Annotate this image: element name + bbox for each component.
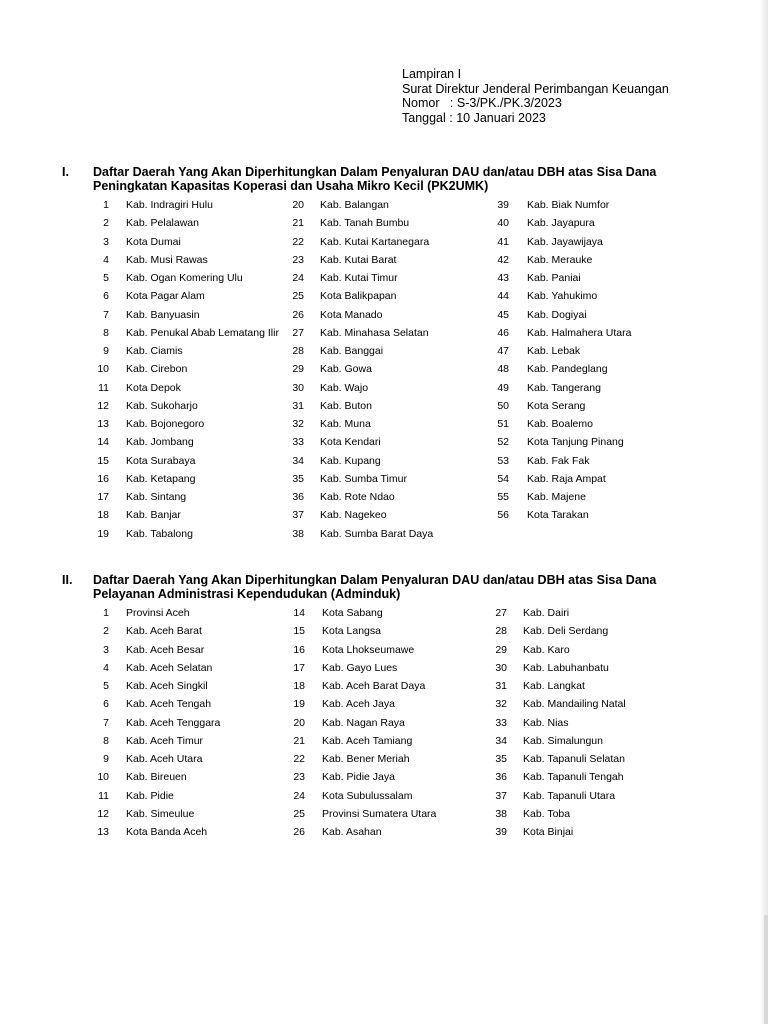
region-name: Kab. Aceh Tamiang — [322, 734, 413, 747]
list-item — [0, 214, 700, 232]
item-number: 32 — [292, 418, 304, 430]
item-number: 33 — [292, 436, 304, 449]
item-number: 26 — [292, 308, 304, 321]
list-item — [0, 287, 700, 305]
region-name: Kota Lhokseumawe — [322, 643, 415, 656]
list-item — [0, 324, 700, 342]
item-number: 9 — [103, 345, 109, 357]
region-name: Kab. Pelalawan — [126, 217, 199, 230]
attachment-label: Lampiran I — [402, 67, 462, 81]
item-number: 20 — [292, 199, 304, 211]
letter-title: Surat Direktur Jenderal Perimbangan Keuangan — [402, 81, 669, 96]
item-number: 45 — [497, 308, 509, 321]
item-number: 42 — [497, 253, 509, 266]
region-name: Kab. Aceh Utara — [126, 753, 203, 765]
region-name: Kab. Boalemo — [527, 418, 593, 430]
list-item — [0, 251, 700, 269]
item-number: 9 — [103, 753, 109, 765]
region-name: Kota Balikpapan — [320, 290, 397, 303]
region-name: Kab. Merauke — [527, 253, 593, 266]
list-item — [0, 470, 700, 488]
item-number: 3 — [103, 235, 109, 248]
region-name: Kab. Langkat — [523, 680, 585, 692]
region-name: Kab. Deli Serdang — [523, 625, 609, 638]
item-number: 18 — [293, 680, 305, 692]
region-name: Kota Pagar Alam — [126, 290, 205, 303]
page-edge-shadow — [760, 0, 768, 1024]
list-item — [0, 805, 700, 823]
region-name: Kab. Karo — [523, 643, 570, 656]
item-number: 17 — [293, 661, 305, 674]
item-number: 5 — [103, 680, 109, 692]
item-number: 24 — [292, 272, 304, 284]
region-name: Kota Subulussalam — [322, 789, 413, 802]
item-number: 44 — [497, 290, 509, 303]
item-number: 28 — [292, 345, 304, 357]
region-name: Kab. Tangerang — [527, 381, 601, 394]
item-number: 10 — [97, 363, 109, 376]
region-name: Kota Dumai — [126, 235, 181, 248]
region-name: Kab. Ogan Komering Ulu — [126, 272, 243, 284]
item-number: 12 — [97, 399, 109, 412]
item-number: 10 — [97, 771, 109, 784]
region-name: Kota Binjai — [523, 826, 574, 838]
list-item — [0, 506, 700, 524]
item-number: 6 — [103, 290, 109, 303]
region-name: Kota Langsa — [322, 625, 381, 638]
region-name: Kab. Aceh Barat — [126, 625, 202, 638]
region-name: Kab. Dogiyai — [527, 308, 587, 321]
item-number: 35 — [292, 472, 304, 485]
list-item — [0, 306, 700, 324]
region-name: Kab. Asahan — [322, 826, 382, 838]
list-item — [0, 677, 700, 695]
item-number: 16 — [97, 472, 109, 485]
item-number: 53 — [497, 454, 509, 467]
item-number: 30 — [495, 661, 507, 674]
region-name: Kota Serang — [527, 399, 586, 412]
region-name: Kab. Kutai Timur — [320, 272, 398, 284]
item-number: 38 — [292, 527, 304, 540]
region-name: Kab. Sukoharjo — [126, 399, 198, 412]
region-name: Kab. Rote Ndao — [320, 491, 395, 503]
region-name: Kab. Nagekeo — [320, 509, 387, 522]
region-name: Kota Tarakan — [527, 509, 589, 522]
item-number: 33 — [495, 716, 507, 729]
item-number: 16 — [293, 643, 305, 656]
region-name: Kab. Tapanuli Utara — [523, 789, 616, 802]
region-name: Kab. Lebak — [527, 345, 581, 357]
region-name: Kab. Muna — [320, 418, 371, 430]
region-name: Kab. Kutai Kartanegara — [320, 235, 430, 248]
region-name: Kab. Tapanuli Selatan — [523, 753, 625, 765]
region-name: Kab. Aceh Tenggara — [126, 716, 221, 729]
list-item — [0, 695, 700, 713]
item-number: 13 — [97, 418, 109, 430]
item-number: 12 — [97, 807, 109, 820]
item-number: 25 — [293, 807, 305, 820]
region-name: Provinsi Aceh — [126, 607, 190, 619]
list-item — [0, 732, 700, 750]
list-item — [0, 397, 700, 415]
list-item — [0, 641, 700, 659]
region-name: Kab. Tapanuli Tengah — [523, 771, 624, 784]
item-number: 8 — [103, 734, 109, 747]
item-number: 15 — [293, 625, 305, 638]
item-number: 51 — [497, 418, 509, 430]
item-number: 31 — [495, 680, 507, 692]
region-name: Kab. Labuhanbatu — [523, 661, 609, 674]
region-name: Kab. Tanah Bumbu — [320, 217, 410, 230]
item-number: 4 — [103, 253, 109, 266]
region-name: Kab. Nias — [523, 716, 569, 729]
region-name: Kab. Gowa — [320, 363, 372, 376]
region-name: Kab. Indragiri Hulu — [126, 199, 213, 211]
region-name: Kab. Sintang — [126, 491, 187, 503]
region-name: Kab. Paniai — [527, 272, 581, 284]
region-name: Kab. Bojonegoro — [126, 418, 205, 430]
region-name: Kota Surabaya — [126, 454, 196, 467]
list-item — [0, 233, 700, 251]
list-item — [0, 269, 700, 287]
item-number: 8 — [103, 326, 109, 339]
region-name: Kab. Ketapang — [126, 472, 196, 485]
letter-date: Tanggal : 10 Januari 2023 — [402, 110, 546, 125]
region-name: Kab. Gayo Lues — [322, 661, 398, 674]
item-number: 13 — [97, 826, 109, 838]
region-name: Kab. Minahasa Selatan — [320, 326, 429, 339]
item-number: 52 — [497, 436, 509, 449]
region-name: Kab. Jayapura — [527, 217, 595, 230]
list-item — [0, 714, 700, 732]
item-number: 39 — [497, 199, 509, 211]
region-name: Kab. Aceh Besar — [126, 643, 205, 656]
list-item — [0, 379, 700, 397]
section-1-number: I. — [62, 165, 69, 179]
item-number: 43 — [497, 272, 509, 284]
region-name: Kab. Kutai Barat — [320, 253, 397, 266]
region-name: Provinsi Sumatera Utara — [322, 807, 437, 820]
region-name: Kab. Banjar — [126, 509, 181, 522]
item-number: 4 — [103, 661, 109, 674]
item-number: 23 — [292, 253, 304, 266]
item-number: 6 — [103, 698, 109, 711]
region-name: Kab. Tabalong — [126, 527, 193, 540]
list-item — [0, 452, 700, 470]
item-number: 55 — [497, 491, 509, 503]
region-name: Kab. Sumba Barat Daya — [320, 527, 434, 540]
region-name: Kab. Simeulue — [126, 807, 195, 820]
region-name: Kab. Fak Fak — [527, 454, 590, 467]
section-2-title: Daftar Daerah Yang Akan Diperhitungkan Dalam Penyaluran DAU dan/atau DBH atas Sisa Dana Pelayanan Administrasi Kependudukan (Adminduk) — [93, 573, 657, 601]
item-number: 19 — [97, 527, 109, 540]
region-name: Kab. Aceh Selatan — [126, 661, 213, 674]
region-name: Kab. Majene — [527, 491, 586, 503]
item-number: 39 — [495, 826, 507, 838]
region-name: Kota Kendari — [320, 436, 381, 449]
item-number: 54 — [497, 472, 509, 485]
item-number: 29 — [495, 643, 507, 656]
region-name: Kab. Penukal Abab Lematang Ilir — [126, 326, 279, 339]
item-number: 38 — [495, 807, 507, 820]
list-item — [0, 768, 700, 786]
item-number: 21 — [292, 217, 304, 230]
region-name: Kab. Pidie — [126, 789, 174, 802]
region-name: Kab. Bireuen — [126, 771, 187, 784]
item-number: 19 — [293, 698, 305, 711]
region-name: Kab. Mandailing Natal — [523, 698, 626, 711]
region-name: Kab. Aceh Timur — [126, 734, 204, 747]
list-item — [0, 415, 700, 433]
item-number: 34 — [292, 454, 304, 467]
list-item — [0, 488, 700, 506]
item-number: 25 — [292, 290, 304, 303]
region-name: Kab. Banggai — [320, 345, 384, 357]
region-name: Kab. Jombang — [126, 436, 194, 449]
item-number: 28 — [495, 625, 507, 638]
item-number: 36 — [292, 491, 304, 503]
list-item — [0, 823, 700, 841]
region-name: Kab. Bener Meriah — [322, 753, 410, 765]
item-number: 20 — [293, 716, 305, 729]
region-name: Kab. Buton — [320, 399, 372, 412]
region-name: Kab. Pidie Jaya — [322, 771, 395, 784]
item-number: 22 — [293, 753, 305, 765]
item-number: 2 — [103, 625, 109, 638]
item-number: 40 — [497, 217, 509, 230]
region-name: Kab. Kupang — [320, 454, 381, 467]
letter-number: Nomor : S-3/PK./PK.3/2023 — [402, 96, 562, 110]
item-number: 41 — [497, 235, 509, 248]
region-name: Kab. Raja Ampat — [527, 472, 606, 485]
list-item — [0, 433, 700, 451]
item-number: 50 — [497, 399, 509, 412]
list-item — [0, 196, 700, 214]
list-item — [0, 750, 700, 768]
region-name: Kab. Jayawijaya — [527, 235, 603, 248]
list-item — [0, 604, 700, 622]
region-name: Kab. Sumba Timur — [320, 472, 407, 485]
region-name: Kab. Musi Rawas — [126, 253, 208, 266]
item-number: 1 — [103, 199, 109, 211]
item-number: 21 — [293, 734, 305, 747]
region-name: Kota Manado — [320, 308, 383, 321]
item-number: 15 — [97, 454, 109, 467]
item-number: 26 — [293, 826, 305, 838]
region-name: Kab. Aceh Barat Daya — [322, 680, 426, 692]
region-name: Kab. Ciamis — [126, 345, 183, 357]
item-number: 27 — [495, 607, 507, 619]
region-name: Kab. Wajo — [320, 381, 369, 394]
list-item — [0, 360, 700, 378]
item-number: 3 — [103, 643, 109, 656]
item-number: 49 — [497, 381, 509, 394]
item-number: 22 — [292, 235, 304, 248]
item-number: 31 — [292, 399, 304, 412]
item-number: 1 — [103, 607, 109, 619]
list-item — [0, 342, 700, 360]
item-number: 47 — [497, 345, 509, 357]
region-name: Kota Tanjung Pinang — [527, 436, 624, 449]
item-number: 11 — [98, 381, 109, 394]
item-number: 27 — [292, 326, 304, 339]
item-number: 35 — [495, 753, 507, 765]
item-number: 18 — [97, 509, 109, 522]
region-name: Kab. Halmahera Utara — [527, 326, 632, 339]
item-number: 5 — [103, 272, 109, 284]
item-number: 56 — [497, 509, 509, 522]
region-name: Kab. Aceh Singkil — [126, 680, 208, 692]
item-number: 37 — [495, 789, 507, 802]
region-name: Kab. Banyuasin — [126, 308, 200, 321]
list-item — [0, 787, 700, 805]
region-name: Kab. Balangan — [320, 199, 389, 211]
region-name: Kab. Toba — [523, 807, 571, 820]
region-name: Kab. Biak Numfor — [527, 199, 610, 211]
attachment-header — [402, 67, 669, 125]
item-number: 2 — [103, 217, 109, 230]
region-name: Kab. Dairi — [523, 607, 570, 619]
list-item — [0, 622, 700, 640]
item-number: 17 — [97, 491, 109, 503]
list-item — [0, 525, 700, 543]
region-name: Kab. Nagan Raya — [322, 716, 405, 729]
region-column — [0, 196, 700, 525]
region-name: Kab. Yahukimo — [527, 290, 598, 303]
item-number: 24 — [293, 789, 305, 802]
item-number: 23 — [293, 771, 305, 784]
section-1-title: Daftar Daerah Yang Akan Diperhitungkan Dalam Penyaluran DAU dan/atau DBH atas Sisa Dana Peningkatan Kapasitas Koperasi dan Usaha Mikro Kecil (PK2UMK) — [93, 165, 657, 193]
item-number: 48 — [497, 363, 509, 376]
region-column — [0, 604, 700, 841]
item-number: 36 — [495, 771, 507, 784]
region-name: Kota Sabang — [322, 607, 383, 619]
region-name: Kab. Simalungun — [523, 734, 603, 747]
section-2-number: II. — [62, 573, 73, 587]
item-number: 14 — [293, 607, 305, 619]
item-number: 29 — [292, 363, 304, 376]
region-name: Kab. Aceh Jaya — [322, 698, 395, 711]
item-number: 11 — [98, 789, 109, 802]
list-item — [0, 659, 700, 677]
region-name: Kota Depok — [126, 381, 181, 394]
item-number: 7 — [103, 308, 109, 321]
region-name: Kab. Pandeglang — [527, 363, 608, 376]
item-number: 37 — [292, 509, 304, 522]
item-number: 30 — [292, 381, 304, 394]
region-name: Kab. Cirebon — [126, 363, 188, 376]
item-number: 34 — [495, 734, 507, 747]
item-number: 46 — [497, 326, 509, 339]
region-name: Kab. Aceh Tengah — [126, 698, 212, 711]
item-number: 7 — [103, 716, 109, 729]
region-name: Kota Banda Aceh — [126, 826, 208, 838]
item-number: 32 — [495, 698, 507, 711]
item-number: 14 — [97, 436, 109, 449]
